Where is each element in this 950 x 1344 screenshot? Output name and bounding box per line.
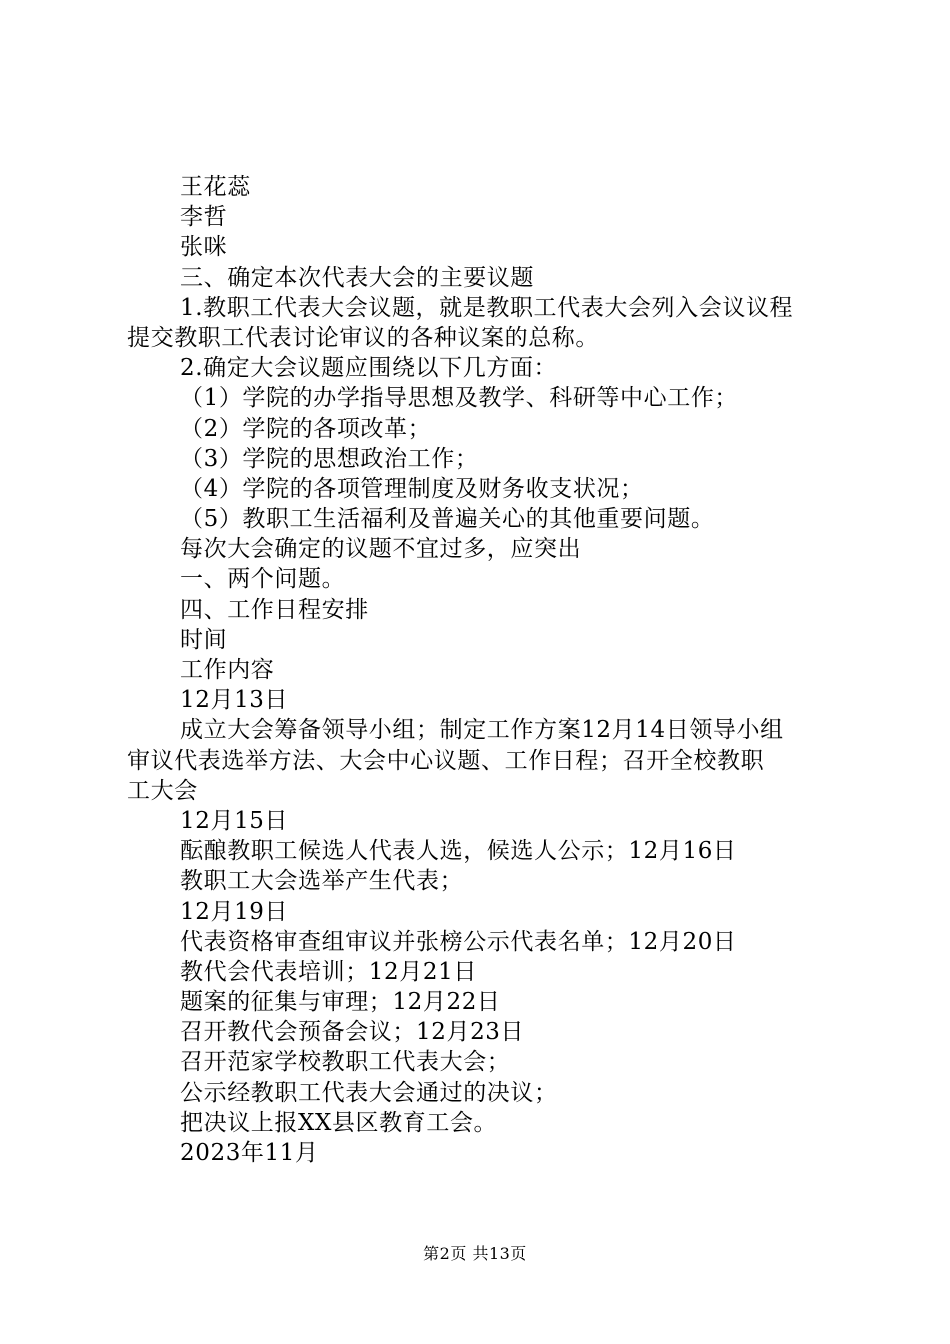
text-line: 一、两个问题。 (180, 566, 346, 593)
text-line: 代表资格审查组审议并张榜公示代表名单；12月20日 (180, 928, 737, 955)
text-line: （2）学院的各项改革； (180, 415, 432, 442)
text-line: 2023年11月 (180, 1140, 319, 1166)
text-line: 教代会代表培训；12月21日 (180, 958, 477, 985)
text-line: 教职工大会选举产生代表； (180, 868, 464, 895)
text-line: 审议代表选举方法、大会中心议题、工作日程；召开全校教职 (127, 747, 765, 774)
text-line: 12月15日 (180, 807, 289, 834)
text-line: 1.教职工代表大会议题，就是教职工代表大会列入会议议程 (180, 294, 794, 321)
text-line: 李哲 (180, 204, 228, 231)
text-line: （1）学院的办学指导思想及教学、科研等中心工作； (180, 385, 739, 412)
text-line: 12月19日 (180, 898, 289, 925)
text-line: 公示经教职工代表大会通过的决议； (180, 1079, 558, 1106)
text-line: （4）学院的各项管理制度及财务收支状况； (180, 475, 644, 502)
text-line: 召开教代会预备会议；12月23日 (180, 1019, 525, 1046)
text-line: 成立大会筹备领导小组；制定工作方案12月14日领导小组 (180, 717, 784, 744)
text-line: 每次大会确定的议题不宜过多，应突出 (180, 536, 582, 563)
document-body (127, 172, 837, 1168)
text-line: 张咪 (180, 234, 228, 261)
text-line: 12月13日 (180, 687, 289, 714)
text-line: 四、工作日程安排 (180, 596, 369, 623)
text-line: 酝酿教职工候选人代表人选，候选人公示；12月16日 (180, 838, 737, 865)
text-line: 题案的征集与审理；12月22日 (180, 989, 501, 1016)
text-line: （3）学院的思想政治工作； (180, 445, 479, 472)
text-line: 把决议上报XX县区教育工会。 (180, 1109, 498, 1136)
page-footer: 第2页 共13页 (423, 1244, 527, 1263)
text-line: 王花蕊 (180, 174, 251, 200)
text-line: （5）教职工生活福利及普遍关心的其他重要问题。 (180, 506, 715, 533)
text-line: 2.确定大会议题应围绕以下几方面： (180, 355, 558, 382)
text-line: 提交教职工代表讨论审议的各种议案的总称。 (127, 324, 599, 351)
text-line: 三、确定本次代表大会的主要议题 (180, 264, 534, 291)
text-line: 工大会 (127, 777, 198, 804)
text-line: 召开范家学校教职工代表大会； (180, 1049, 511, 1076)
text-line: 工作内容 (180, 657, 275, 683)
text-line: 时间 (180, 626, 228, 653)
